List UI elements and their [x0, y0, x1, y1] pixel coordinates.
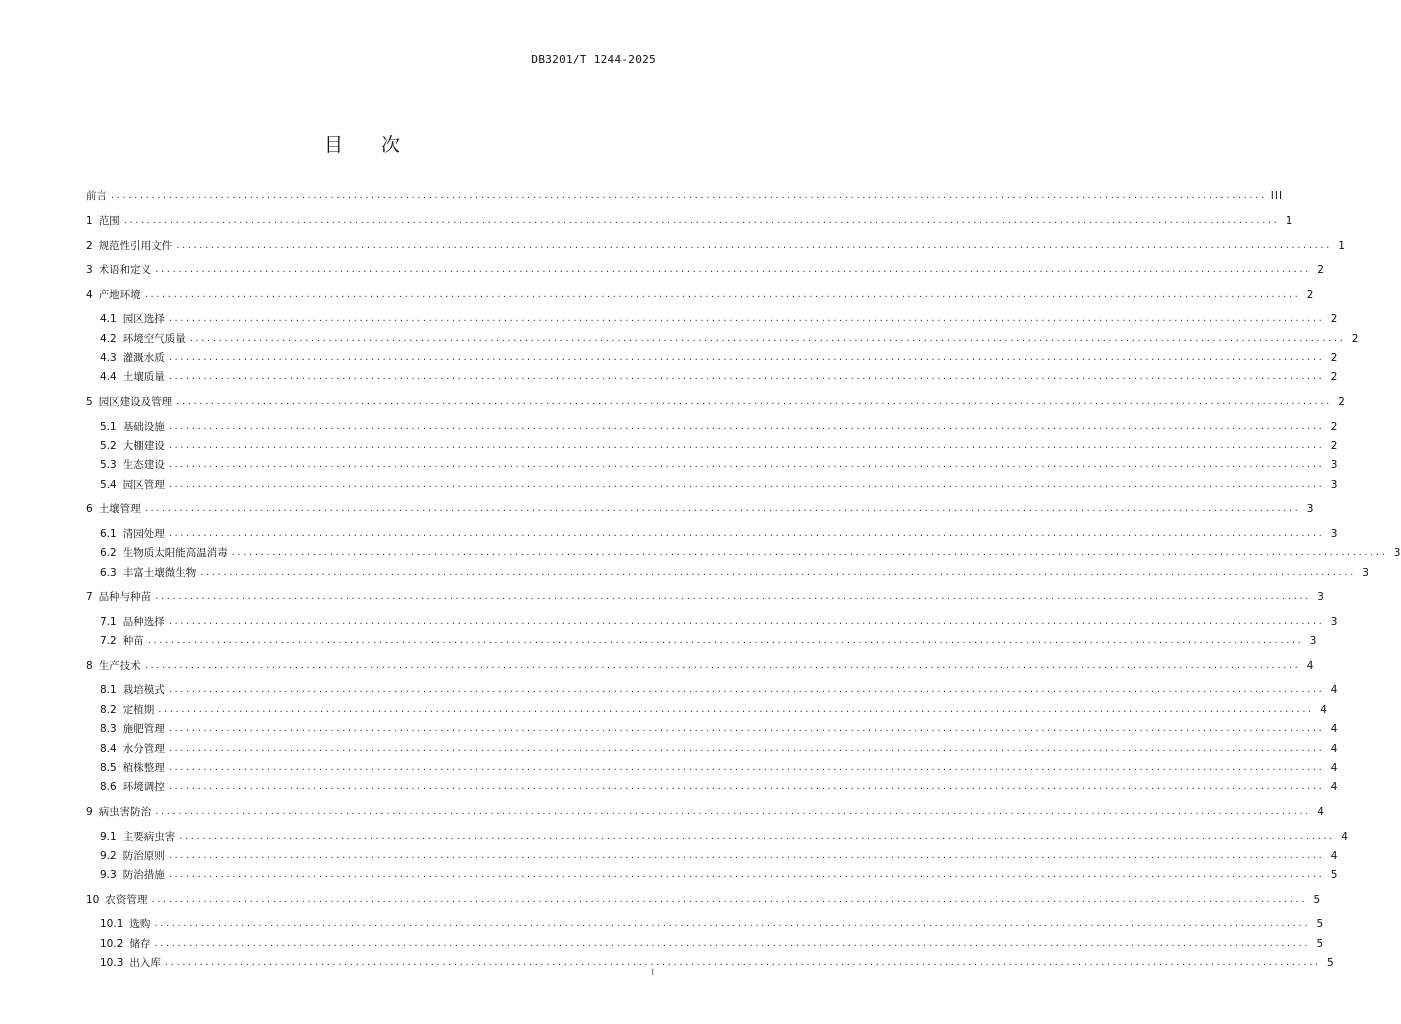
toc-entry-page: 3: [1330, 527, 1339, 540]
toc-entry-title: 生态建设: [122, 459, 165, 472]
toc-leader-dots: ........................................................................................................................................................................................................: [154, 937, 1311, 949]
toc-entry[interactable]: [86, 497, 1315, 516]
document-code: DB3201/T 1244-2025: [531, 53, 656, 66]
toc-entry[interactable]: [86, 736, 1339, 755]
toc-entry-number: 10.1: [100, 918, 124, 931]
toc-entry[interactable]: [86, 233, 1346, 252]
toc-entry-page: 4: [1341, 830, 1349, 843]
toc-entry-page: 4: [1330, 723, 1339, 736]
toc-entry-title: 清园处理: [122, 527, 165, 540]
toc-entry-title: 规范性引用文件: [98, 239, 173, 252]
toc-leader-dots: ........................................................................................................................................................................................................: [200, 566, 1356, 578]
toc-entry-title: 生产技术: [98, 659, 141, 672]
toc-entry-page: 5: [1326, 957, 1335, 970]
toc-entry-title: 出入库: [129, 957, 161, 970]
toc-leader-dots: ........................................................................................................................................................................................................: [155, 805, 1311, 817]
toc-entry-page: 1: [1338, 239, 1346, 252]
toc-entry-page: III: [1270, 190, 1284, 203]
toc-leader-dots: ........................................................................................................................................................................................................: [154, 918, 1311, 930]
toc-leader-dots: ........................................................................................................................................................................................................: [168, 478, 1325, 490]
toc-entry-page: 3: [1362, 566, 1370, 579]
toc-entry-title: 术语和定义: [98, 264, 152, 277]
toc-entry-title: 农资管理: [105, 893, 148, 906]
toc-entry[interactable]: [86, 522, 1339, 541]
toc-entry[interactable]: [86, 824, 1349, 843]
toc-entry-number: 5.2: [100, 440, 117, 452]
toc-leader-dots: ........................................................................................................................................................................................................: [168, 352, 1325, 364]
toc-entry-page: 4: [1330, 742, 1339, 755]
toc-entry[interactable]: [86, 888, 1322, 907]
toc-entry-page: 4: [1330, 684, 1339, 697]
toc-leader-dots: ........................................................................................................................................................................................................: [168, 869, 1325, 881]
toc-entry-number: 4.2: [100, 332, 117, 345]
toc-entry-page: 3: [1317, 591, 1325, 604]
toc-entry-page: 2: [1317, 264, 1325, 277]
toc-entry-number: 10: [86, 893, 100, 906]
toc-title-char-2: 次: [381, 134, 401, 156]
toc-entry-title: 定植期: [122, 703, 155, 716]
toc-leader-dots: ........................................................................................................................................................................................................: [168, 781, 1325, 793]
toc-entry-number: 8: [86, 659, 93, 672]
toc-entry[interactable]: [86, 800, 1325, 819]
toc-entry-title: 植株整理: [122, 761, 165, 774]
toc-entry-page: 3: [1306, 503, 1315, 516]
toc-entry-title: 选购: [129, 918, 151, 931]
toc-entry[interactable]: [86, 678, 1339, 697]
toc-entry-number: 6.3: [100, 566, 117, 579]
toc-entry[interactable]: [86, 365, 1339, 384]
toc-leader-dots: ........................................................................................................................................................................................................: [168, 849, 1325, 861]
toc-entry-number: 4.3: [100, 352, 117, 365]
toc-entry-title: 产地环境: [98, 288, 141, 301]
toc-entry-number: 8.5: [100, 761, 117, 774]
toc-list: [86, 184, 1401, 970]
toc-entry[interactable]: [86, 756, 1339, 775]
toc-entry-title: 水分管理: [122, 742, 165, 755]
toc-entry-number: 5.1: [100, 420, 117, 433]
toc-entry-page: 1: [1285, 214, 1294, 227]
toc-entry-title: 品种与种苗: [98, 591, 152, 604]
toc-leader-dots: ........................................................................................................................................................................................................: [111, 190, 1267, 202]
toc-leader-dots: ........................................................................................................................................................................................................: [176, 396, 1332, 408]
toc-leader-dots: ........................................................................................................................................................................................................: [168, 615, 1325, 627]
toc-entry-page: 3: [1309, 635, 1318, 648]
toc-entry-page: 2: [1351, 332, 1360, 345]
toc-leader-dots: ........................................................................................................................................................................................................: [151, 893, 1308, 905]
toc-entry[interactable]: [86, 585, 1325, 604]
toc-entry-number: 8.4: [100, 742, 117, 755]
toc-entry-title: 灌溉水质: [122, 352, 165, 365]
toc-entry[interactable]: [86, 717, 1339, 736]
toc-leader-dots: ........................................................................................................................................................................................................: [189, 332, 1346, 344]
toc-leader-dots: ........................................................................................................................................................................................................: [144, 288, 1301, 300]
toc-entry-title: 范围: [98, 214, 120, 227]
toc-entry-page: 2: [1330, 313, 1339, 326]
toc-entry[interactable]: [86, 775, 1339, 794]
toc-entry[interactable]: [86, 541, 1401, 560]
toc-entry-number: 9: [86, 805, 93, 818]
toc-leader-dots: ........................................................................................................................................................................................................: [168, 371, 1325, 383]
toc-leader-dots: ........................................................................................................................................................................................................: [168, 761, 1325, 773]
toc-entry[interactable]: [86, 282, 1315, 301]
toc-leader-dots: ........................................................................................................................................................................................................: [123, 214, 1280, 226]
toc-entry-title: 生物质太阳能高温消毒: [122, 547, 228, 560]
toc-entry-page: 2: [1330, 420, 1339, 433]
toc-entry[interactable]: [86, 951, 1335, 970]
toc-entry-title: 环境空气质量: [122, 332, 186, 345]
toc-entry-title: 丰富土壤微生物: [122, 566, 197, 579]
toc-entry-number: 6.2: [100, 547, 117, 560]
toc-entry-number: 8.6: [100, 781, 117, 794]
toc-entry-title: 园区建设及管理: [98, 396, 173, 409]
toc-entry-title: 园区选择: [122, 313, 165, 326]
toc-entry[interactable]: [86, 434, 1339, 453]
toc-entry[interactable]: [86, 697, 1328, 716]
toc-entry-number: 7.1: [100, 615, 117, 628]
toc-entry[interactable]: [86, 209, 1294, 228]
toc-entry[interactable]: [86, 184, 1284, 203]
toc-entry-title: 品种选择: [122, 615, 165, 628]
toc-entry-number: 9.2: [100, 849, 117, 862]
toc-entry-number: 7: [86, 591, 93, 604]
toc-entry-title: 栽培模式: [122, 684, 165, 697]
toc-leader-dots: ........................................................................................................................................................................................................: [158, 703, 1314, 715]
toc-entry-page: 4: [1317, 805, 1325, 818]
toc-entry-page: 3: [1393, 547, 1401, 560]
toc-entry-title: 病虫害防治: [98, 805, 152, 818]
toc-entry[interactable]: [86, 629, 1318, 648]
toc-entry-page: 5: [1330, 869, 1339, 882]
toc-entry-number: 5: [86, 396, 93, 409]
toc-entry-title: 土壤质量: [122, 371, 165, 384]
toc-entry-title: 大棚建设: [122, 440, 165, 452]
toc-entry-number: 4: [86, 288, 93, 301]
toc-entry[interactable]: [86, 307, 1339, 326]
toc-entry-number: 10.3: [100, 957, 124, 970]
toc-entry-page: 2: [1306, 288, 1315, 301]
toc-leader-dots: ........................................................................................................................................................................................................: [164, 957, 1321, 969]
toc-entry-number: 9.1: [100, 830, 117, 843]
toc-entry-number: 5.3: [100, 459, 117, 472]
toc-entry-page: 4: [1306, 659, 1315, 672]
toc-leader-dots: ........................................................................................................................................................................................................: [168, 313, 1325, 325]
toc-entry-number: 8.2: [100, 703, 117, 716]
toc-entry-number: 2: [86, 239, 93, 252]
toc-entry-title: 储存: [129, 937, 151, 950]
toc-leader-dots: ........................................................................................................................................................................................................: [168, 420, 1325, 432]
toc-leader-dots: ........................................................................................................................................................................................................: [179, 830, 1335, 842]
toc-leader-dots: ........................................................................................................................................................................................................: [147, 635, 1304, 647]
toc-leader-dots: ........................................................................................................................................................................................................: [168, 742, 1325, 754]
toc-entry-number: 7.2: [100, 635, 117, 648]
toc-entry-page: 4: [1330, 781, 1339, 794]
toc-entry-page: 2: [1330, 352, 1339, 365]
toc-leader-dots: ........................................................................................................................................................................................................: [168, 440, 1325, 451]
toc-entry-page: 5: [1313, 893, 1322, 906]
toc-entry-number: 4.1: [100, 313, 117, 326]
toc-title-char-1: 目: [323, 134, 343, 156]
toc-entry[interactable]: [86, 414, 1339, 433]
toc-entry-number: 1: [86, 214, 93, 227]
toc-entry-page: 3: [1330, 478, 1339, 491]
toc-entry-title: 种苗: [122, 635, 144, 648]
toc-entry-page: 4: [1330, 849, 1339, 862]
toc-entry-title: 环境调控: [122, 781, 165, 794]
toc-entry-page: 2: [1330, 371, 1339, 384]
toc-entry-page: 3: [1330, 615, 1339, 628]
toc-entry[interactable]: [86, 653, 1315, 672]
toc-entry-number: 6.1: [100, 527, 117, 540]
toc-entry-title: 基础设施: [122, 420, 165, 433]
toc-leader-dots: ........................................................................................................................................................................................................: [155, 264, 1311, 276]
toc-leader-dots: ........................................................................................................................................................................................................: [168, 459, 1325, 471]
toc-entry[interactable]: [86, 258, 1325, 277]
toc-leader-dots: ........................................................................................................................................................................................................: [155, 591, 1311, 603]
toc-entry-number: 8.1: [100, 684, 117, 697]
toc-entry[interactable]: [86, 326, 1360, 345]
toc-entry-number: 9.3: [100, 869, 117, 882]
toc-entry-title: 园区管理: [122, 478, 165, 491]
toc-entry-title: 前言: [86, 190, 107, 203]
toc-entry-page: 4: [1330, 761, 1339, 774]
toc-entry-title: 土壤管理: [98, 503, 141, 516]
toc-leader-dots: ........................................................................................................................................................................................................: [176, 239, 1332, 251]
toc-entry-number: 6: [86, 503, 93, 516]
toc-leader-dots: ........................................................................................................................................................................................................: [168, 684, 1325, 696]
toc-entry[interactable]: [86, 609, 1339, 628]
toc-entry-page: 5: [1316, 918, 1325, 931]
toc-entry-title: 施肥管理: [122, 723, 165, 736]
toc-leader-dots: ........................................................................................................................................................................................................: [168, 723, 1325, 735]
page-number: I: [651, 968, 654, 978]
toc-entry-page: 5: [1316, 937, 1325, 950]
toc-entry[interactable]: [86, 453, 1339, 472]
toc-entry[interactable]: [86, 560, 1370, 579]
toc-entry-title: 防治措施: [122, 869, 165, 882]
toc-entry[interactable]: [86, 863, 1339, 882]
toc-entry[interactable]: [86, 912, 1325, 931]
toc-entry-title: 防治原则: [122, 849, 165, 862]
toc-entry-page: 4: [1320, 703, 1328, 716]
toc-entry-page: 2: [1330, 440, 1339, 452]
toc-title: [0, 130, 724, 157]
toc-entry[interactable]: [86, 931, 1325, 950]
toc-entry-number: 10.2: [100, 937, 124, 950]
toc-entry[interactable]: [86, 390, 1346, 409]
toc-entry[interactable]: [86, 346, 1339, 365]
toc-leader-dots: ........................................................................................................................................................................................................: [168, 527, 1325, 539]
toc-entry-number: 8.3: [100, 723, 117, 736]
toc-entry-title: 主要病虫害: [122, 830, 176, 843]
toc-leader-dots: ........................................................................................................................................................................................................: [144, 503, 1301, 515]
toc-leader-dots: ........................................................................................................................................................................................................: [144, 659, 1301, 671]
toc-entry-number: 5.4: [100, 478, 117, 491]
toc-leader-dots: ........................................................................................................................................................................................................: [231, 547, 1388, 559]
toc-entry-page: 2: [1338, 396, 1346, 409]
toc-entry-number: 4.4: [100, 371, 117, 384]
toc-entry-number: 3: [86, 264, 93, 277]
toc-entry-page: 3: [1330, 459, 1339, 472]
toc-entry[interactable]: [86, 844, 1339, 863]
toc-entry[interactable]: [86, 472, 1339, 491]
